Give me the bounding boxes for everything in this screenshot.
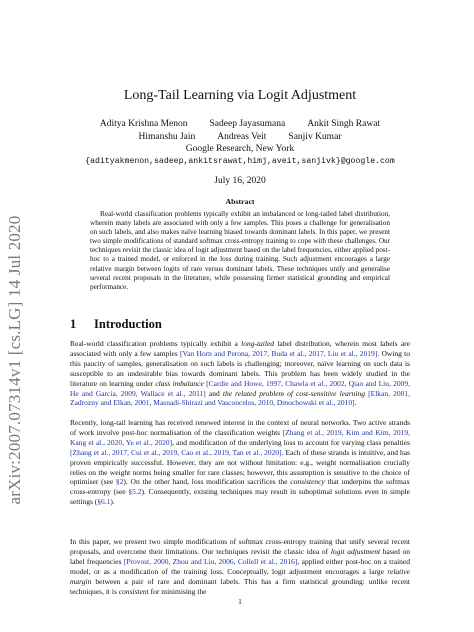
paragraph-text: label distribution, wherein most labels are associated with only a few samples <box>70 339 410 358</box>
author-name: Aditya Krishna Menon <box>99 119 188 129</box>
citation-link[interactable]: [Zhang et al., 2019, Kim and Kim, 2019, Kang et al., 2020, Ye et al., 2020] <box>70 427 410 447</box>
author-line-1 <box>70 118 410 131</box>
section-title: Introduction <box>94 317 162 331</box>
author-name: Ankit Singh Rawat <box>307 119 381 129</box>
arxiv-identifier: arXiv:2007.07314v1 [cs.LG] 14 Jul 2020 <box>5 215 24 505</box>
author-name: Himanshu Jain <box>138 131 196 142</box>
emphasis-text: long-tailed <box>241 339 275 348</box>
citation-link[interactable]: [Zhang et al., 2017, Cui et al., 2019, Cao et al., 2019, Tan et al., 2020] <box>70 447 282 457</box>
emphasis-text: class imbalance <box>155 378 204 388</box>
citation-link[interactable]: [Elkan, 2001, Zadrozny and Elkan, 2001, Masnadi-Shirazi and Vasconcelos, 2010, Dmochowski et al., 2010] <box>70 388 410 408</box>
paragraph-text: ). <box>110 497 115 507</box>
abstract-body: Real-world classification problems typically exhibit an imbalanced or long-tailed label distribution, wherein many labels are associated with only a few samples. This poses a challenge for generalisation on such labels, and also makes naïve learning biased towards dominant labels. In this paper, we present two simple modifications of standard softmax cross-entropy training to cope with these challenges. Our techniques revisit the classic idea of logit adjustment based on the label frequencies, either applied post-hoc to a trained model, or enforced in the loss during training. Such adjustment encourages a large relative margin between logits of rare versus dominant labels. These techniques unify and generalise several recent proposals in the literature, while possessing firmer statistical grounding and empirical performance. <box>90 210 390 291</box>
author-emails: {adityakmenon,sadeep,ankitsrawat,himj,aveit,sanjivk}@google.com <box>85 156 395 166</box>
author-name: Andreas Veit <box>217 131 267 142</box>
author-name: Sanjiv Kumar <box>288 131 342 142</box>
abstract-heading: Abstract <box>225 197 255 206</box>
section-heading <box>70 317 162 332</box>
paragraph-text: and <box>205 388 223 398</box>
paper-title: Long-Tail Learning via Logit Adjustment <box>123 88 357 103</box>
emphasis-text: relative margin <box>70 566 410 586</box>
body-paragraph-1 <box>70 339 410 408</box>
citation-link[interactable]: §6.1 <box>97 497 111 507</box>
author-affiliation: Google Research, New York <box>185 144 295 154</box>
citation-link[interactable]: [Provost, 2000, Zhou and Liu, 2006, Collell et al., 2016] <box>123 556 298 566</box>
author-name: Sadeep Jayasumana <box>209 119 286 129</box>
paragraph-text: . Owing to this paucity of samples, generalisation on such labels is challenging; moreover, naïve learning on such data is susceptible to an undesirable bias towards dominant labels. This problem has been widely studied in the literature on learning under <box>70 348 411 388</box>
body-paragraph-2 <box>70 418 410 507</box>
section-number: 1 <box>70 317 77 331</box>
body-paragraph-3 <box>70 537 410 596</box>
paragraph-text: between a pair of rare and dominant labels. This has a firm statistical grounding: unlike recent techniques, it is <box>70 576 410 596</box>
paragraph-text: for minimising the <box>148 586 207 596</box>
paragraph-text: ). Consequently, existing techniques may result in suboptimal solutions even in simple settings ( <box>70 487 410 507</box>
emphasis-text: the related problem of cost-sensitive learning <box>222 388 365 398</box>
page-number: 1 <box>238 597 242 606</box>
citation-link[interactable]: §2 <box>115 477 124 487</box>
author-block <box>70 118 410 168</box>
paragraph-text: Real-world classification problems typically exhibit a <box>70 339 242 348</box>
emphasis-text: consistent <box>118 586 149 596</box>
citation-link[interactable]: §5.2 <box>128 487 142 497</box>
emphasis-text: logit adjustment <box>330 546 381 556</box>
paragraph-text: ). On the other hand, loss modification sacrifices the <box>123 477 291 487</box>
paragraph-text: . Each of these strands is intuitive, and has proven empirically successful. However, they are not without limitation: e.g., weight normalisation crucially relies on the weight norms being smaller for rare classes; however, this assumption is sensitive to the choice of optimiser (see <box>70 447 410 487</box>
paragraph-text: that underpins the softmax cross-entropy (see <box>70 477 410 497</box>
paragraph-text: . <box>354 398 357 408</box>
paragraph-text: based on label frequencies <box>70 546 410 566</box>
paragraph-text: Recently, long-tail learning has received renewed interest in the context of neural networks. Two active strands of work involve post-hoc normalisation of the classification weights <box>70 418 410 437</box>
paragraph-text: , applied either post-hoc on a trained model, or as a modification of the training loss. Conceptually, logit adjustment encourages a large <box>70 556 410 576</box>
citation-link[interactable]: [Cardie and Howe, 1997, Chawla et al., 2002, Qiao and Liu, 2009, He and Garcia, 2009, Wallace et al., 2011] <box>70 378 411 398</box>
emphasis-text: consistency <box>290 477 325 487</box>
citation-link[interactable]: [Van Horn and Perona, 2017, Buda et al., 2017, Liu et al., 2019] <box>180 348 378 358</box>
paragraph-text: , and modification of the underlying loss to account for varying class penalties <box>172 437 410 447</box>
paragraph-text: In this paper, we present two simple modifications of softmax cross-entropy training that unify several recent proposals, and overcome their limitations. Our techniques revisit the classic idea of <box>70 537 410 556</box>
author-line-2 <box>70 131 410 144</box>
publication-date: July 16, 2020 <box>214 176 266 186</box>
arxiv-stamp <box>0 0 30 632</box>
